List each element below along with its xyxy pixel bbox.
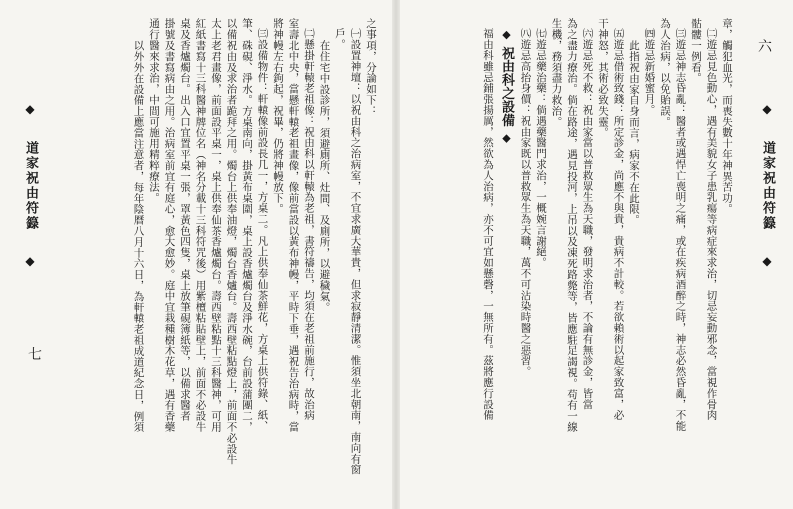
diamond-ornament-icon: ◆: [760, 254, 774, 270]
left-page-body: [96, 18, 378, 493]
text-line: ㈡遊忌見色動心，遇有美貌女子患乳瘍等病症來求治，切忌妄動邪念，當視作骨肉: [705, 28, 718, 421]
right-page-body: [408, 18, 734, 493]
text-line: ㈣遊忌新婚蜜月。: [643, 28, 656, 116]
section-heading-text: 祝由科之設備: [499, 46, 514, 127]
text-line: 福由科雖忌鋪張揚厲，然欲為人治病，亦不可宜如懸磬，一無所有。茲將應行設備: [482, 28, 494, 421]
right-page-number: 六: [758, 39, 772, 55]
diamond-ornament-icon: ◆: [23, 254, 37, 270]
text-line: ㈤遊忌借術致錢：所定診金，尚應不與貴，貴病不計較。若欲賴術以起家致富，必: [612, 28, 625, 421]
text-line: ㈠設置神壇：以祝由科之治病室，不宜求廣大華貴，但求寂靜清潔。惟須坐北朝南，南向有窗戶。: [334, 28, 362, 475]
diamond-ornament-icon: ◆: [23, 102, 37, 118]
right-running-title-text: 道家祝由符籙: [760, 141, 775, 231]
text-line: 太上老君畫像，前面設平桌一，桌上供奉仙茶香爐燭台。壽西壁粘點十三科醫神，可用: [210, 18, 222, 433]
text-line: 在住宅中設診所，須避廁所、灶間、及廁所，以避穢氣。: [318, 40, 331, 313]
text-line: 章，觸犯血光，而喪失數十年神異苦功。: [721, 18, 733, 215]
left-page-number: 七: [28, 347, 42, 363]
left-running-title-text: 道家祝由符籙: [23, 141, 38, 231]
text-line: 掛號及書寫病由之用。治病室前宜有庭心，愈大愈妙。庭中宜栽種樹木花草，遇有香藥: [163, 18, 176, 433]
text-line: ㈢遊忌神志昏亂：醫者或遇悍亡喪明之痛，或在疾病酒醉之時，神志必然昏亂，不能: [674, 28, 687, 432]
text-line: 為人治病，以免貽誤。: [659, 18, 671, 127]
section-heading: [495, 18, 517, 493]
text-line: ㈧遊忌高抬身價：祝由家既以普救眾生為天職，萬不可沾染時醫之惡習。: [519, 28, 532, 377]
text-line: 以外外在設備上應當注意者，每年陰曆八月十六日，為軒轅老祖成道紀念日，例須: [132, 40, 145, 433]
text-line: 將神幔左右鉤起，祝畢，仍將神幔放下。: [272, 18, 284, 215]
text-line: 干神怒，其術必致失靈。: [597, 18, 609, 138]
text-line: ㈥遊忌死不救：祝由家當以普救眾生為天職，發明求治者，不論有無診金，皆當: [581, 28, 594, 410]
text-line: 室壽北中央，當懸軒轅老祖畫像，像前當設以黃布神幔，平時下垂，遇祝告治病時，當: [287, 18, 300, 433]
text-line: ㈡懸掛軒轅老祖像：祝由科以軒轅為老祖，書符禱告，均須在老祖前施行，故治病: [303, 28, 315, 421]
text-line: 此指祝由家自身而言，病家不在此限。: [628, 40, 640, 226]
diamond-ornament-icon: ◆: [500, 28, 513, 42]
text-line: ㈢設備物件：軒轅像前設長几一，方桌二。凡上供奉仙茶鮮花，方桌上供符錄、紙、: [256, 28, 269, 432]
diamond-ornament-icon: ◆: [760, 102, 774, 118]
text-line: 為之盡力療治。倘在路途，遇見投河，上吊以及凍死路斃等，皆應駐足謁視。苟有一線: [566, 18, 578, 433]
text-line: 骷髏一例看。: [690, 18, 702, 84]
text-line: 紅紙書寫十三科醫神牌位名（神名分載十三科符咒後）用紫檀粘貼壁上，前面不必設牛: [194, 18, 207, 433]
text-line: 之事項，分論如下：: [365, 18, 377, 117]
right-running-title: [755, 96, 777, 276]
text-line: 生機，務須盡力救治。: [550, 18, 563, 127]
text-line: 以備祝由及求治者跪拜之用。燭台上供奉油燈，燭台香爐台。壽西壁粘點燈上，前面不必設牛: [225, 18, 238, 465]
text-line: 桌及香爐燭台。出入口宜置平桌一張，罩黃色四隻，桌上放筆硯簿紙等，以備求醫者: [179, 18, 191, 422]
book-gutter: [392, 0, 400, 509]
diamond-ornament-icon: ◆: [500, 131, 513, 146]
left-running-title: [18, 96, 40, 276]
text-line: 筆、硃硯、淨水。方桌南向，掛黃布桌圍，桌上設香爐燭台及淨水碗，台前設蒲團二，: [241, 18, 253, 433]
text-line: ㈦遊忌藥治藥：倘遇藥醫門求治，一概婉言謝絕。: [535, 28, 547, 268]
text-line: 通行醫來求治，中間可施用精粹療法。: [148, 18, 160, 204]
